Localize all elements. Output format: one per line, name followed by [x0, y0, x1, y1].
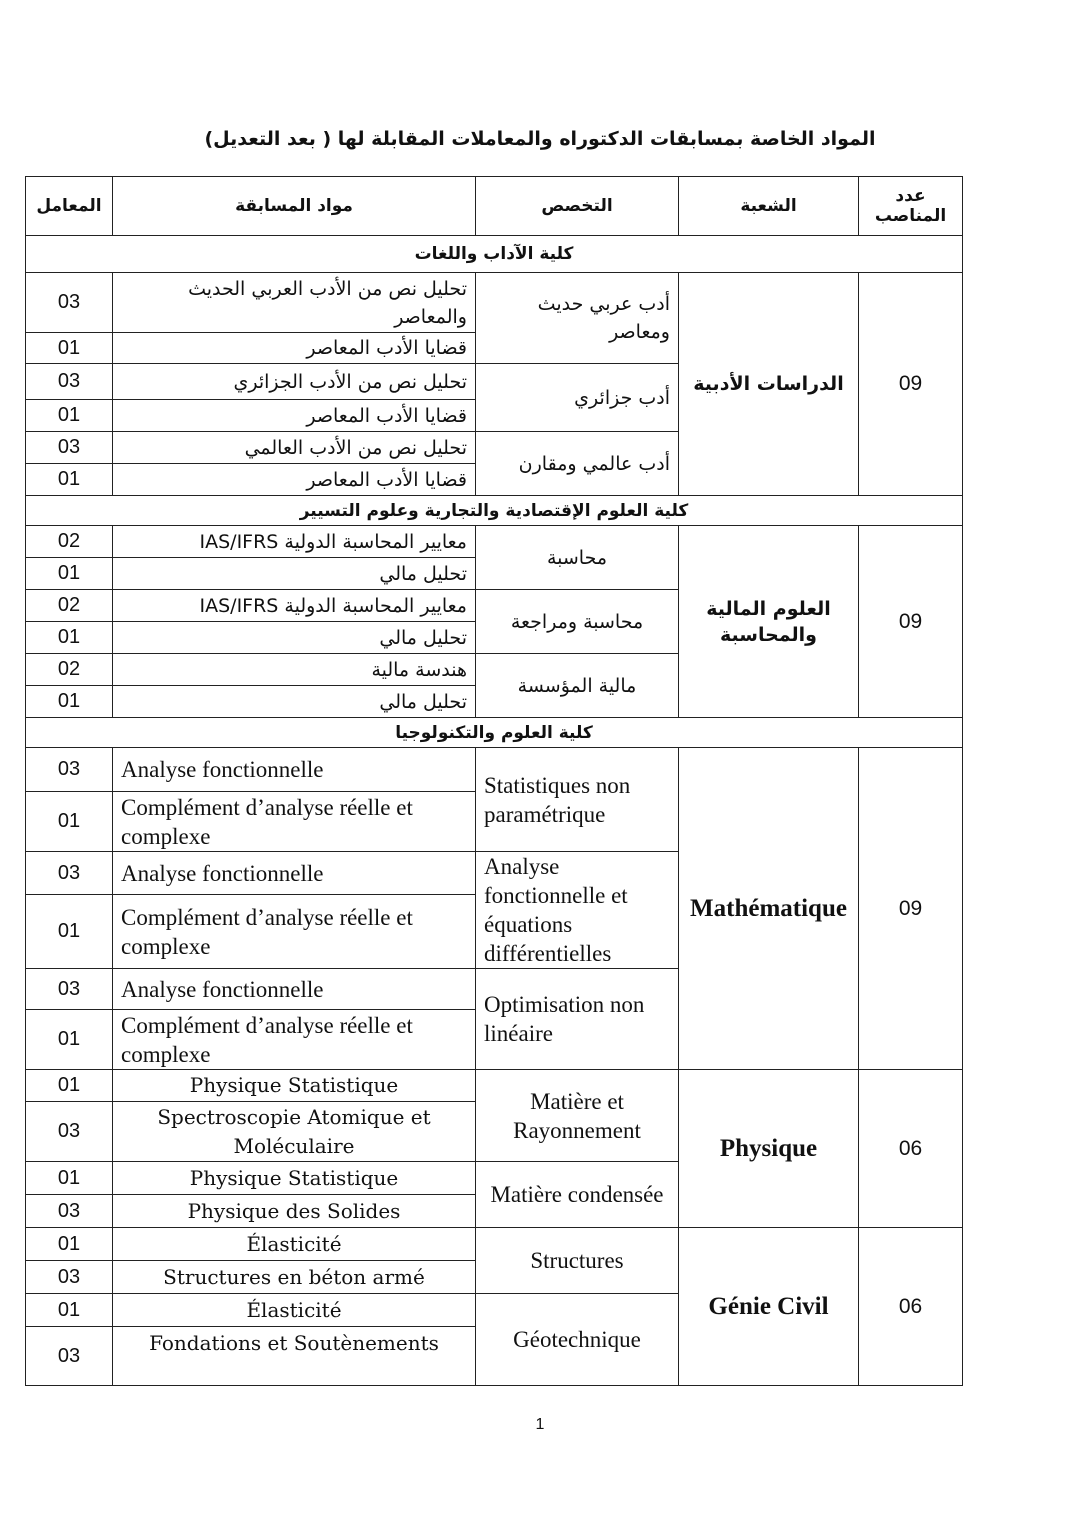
- coef-cell: 02: [26, 654, 113, 686]
- header-specialty: التخصص: [476, 177, 679, 236]
- competition-subjects-table: [25, 176, 963, 1386]
- faculty-letters: كلية الآداب واللغات: [26, 236, 963, 273]
- page-title: المواد الخاصة بمسابقات الدكتوراه والمعاملات المقابلة لها ( بعد التعديل): [204, 128, 876, 150]
- coef-cell: 01: [26, 400, 113, 432]
- coef-cell: 03: [26, 1195, 113, 1228]
- table-row: [26, 273, 963, 333]
- table-row: [26, 1228, 963, 1261]
- specialty-cell: Structures: [476, 1228, 679, 1294]
- subject-cell: Élasticité: [113, 1228, 476, 1261]
- table-header-row: [26, 177, 963, 236]
- coef-cell: 01: [26, 1070, 113, 1102]
- coef-cell: 01: [26, 895, 113, 969]
- subject-cell: Spectroscopie Atomique et Moléculaire: [113, 1102, 476, 1162]
- coef-cell: 03: [26, 432, 113, 464]
- coef-cell: 02: [26, 526, 113, 558]
- specialty-cell: Matière condensée: [476, 1162, 679, 1228]
- header-positions: عدد المناصب: [859, 177, 963, 236]
- coef-cell: 01: [26, 622, 113, 654]
- coef-cell: 03: [26, 969, 113, 1010]
- specialty-cell: Géotechnique: [476, 1294, 679, 1386]
- subject-cell: Analyse fonctionnelle: [113, 748, 476, 792]
- positions-cell: 09: [859, 748, 963, 1070]
- coef-cell: 01: [26, 464, 113, 496]
- subject-cell: Analyse fonctionnelle: [113, 969, 476, 1010]
- subject-cell: تحليل مالي: [113, 558, 476, 590]
- subject-cell: تحليل مالي: [113, 686, 476, 718]
- specialty-cell: Matière et Rayonnement: [476, 1070, 679, 1162]
- coef-cell: 01: [26, 1294, 113, 1327]
- subject-cell: تحليل نص من الأدب الجزائري: [113, 364, 476, 400]
- subject-cell: Structures en béton armé: [113, 1261, 476, 1294]
- subject-cell: Complément d’analyse réelle et complexe: [113, 895, 476, 969]
- subject-cell: Complément d’analyse réelle et complexe: [113, 792, 476, 852]
- coef-cell: 01: [26, 1228, 113, 1261]
- faculty-row: [26, 496, 963, 526]
- specialty-cell: Analyse fonctionnelle et équations différentielles: [476, 852, 679, 969]
- positions-cell: 09: [859, 273, 963, 496]
- specialty-cell: Optimisation non linéaire: [476, 969, 679, 1070]
- branch-cell: العلوم المالية والمحاسبة: [679, 526, 859, 718]
- subject-cell: معايير المحاسبة الدولية IAS/IFRS: [113, 526, 476, 558]
- subject-cell: Élasticité: [113, 1294, 476, 1327]
- table-row: [26, 748, 963, 792]
- positions-cell: 09: [859, 526, 963, 718]
- branch-cell: الدراسات الأدبية: [679, 273, 859, 496]
- coef-cell: 03: [26, 1327, 113, 1386]
- specialty-cell: أدب عالمي ومقارن: [476, 432, 679, 496]
- positions-cell: 06: [859, 1228, 963, 1386]
- faculty-row: [26, 718, 963, 748]
- subject-cell: تحليل نص من الأدب العربي الحديث والمعاصر: [113, 273, 476, 333]
- specialty-cell: Statistiques non paramétrique: [476, 748, 679, 852]
- coef-cell: 01: [26, 792, 113, 852]
- coef-cell: 01: [26, 1010, 113, 1070]
- branch-cell: Mathématique: [679, 748, 859, 1070]
- faculty-row: [26, 236, 963, 273]
- coef-cell: 03: [26, 273, 113, 333]
- coef-cell: 01: [26, 558, 113, 590]
- subject-cell: تحليل نص من الأدب العالمي: [113, 432, 476, 464]
- header-subjects: مواد المسابقة: [113, 177, 476, 236]
- subject-cell: Physique des Solides: [113, 1195, 476, 1228]
- subject-cell: Physique Statistique: [113, 1162, 476, 1195]
- faculty-economics: كلية العلوم الإقتصادية والتجارية وعلوم التسيير: [26, 496, 963, 526]
- table-row: [26, 1070, 963, 1102]
- subject-cell: قضايا الأدب المعاصر: [113, 333, 476, 364]
- table-row: [26, 526, 963, 558]
- subject-cell: معايير المحاسبة الدولية IAS/IFRS: [113, 590, 476, 622]
- subject-cell: تحليل مالي: [113, 622, 476, 654]
- coef-cell: 01: [26, 686, 113, 718]
- specialty-cell: محاسبة: [476, 526, 679, 590]
- coef-cell: 03: [26, 1102, 113, 1162]
- subject-cell: قضايا الأدب المعاصر: [113, 464, 476, 496]
- coef-cell: 03: [26, 748, 113, 792]
- coef-cell: 01: [26, 333, 113, 364]
- coef-cell: 03: [26, 852, 113, 895]
- specialty-cell: أدب عربي حديث ومعاصر: [476, 273, 679, 364]
- coef-cell: 01: [26, 1162, 113, 1195]
- page-number: 1: [535, 1416, 545, 1433]
- coef-cell: 03: [26, 364, 113, 400]
- positions-cell: 06: [859, 1070, 963, 1228]
- coef-cell: 03: [26, 1261, 113, 1294]
- specialty-cell: مالية المؤسسة: [476, 654, 679, 718]
- branch-cell: Physique: [679, 1070, 859, 1228]
- subject-cell: Fondations et Soutènements: [113, 1327, 476, 1386]
- branch-cell: Génie Civil: [679, 1228, 859, 1386]
- header-coef: المعامل: [26, 177, 113, 236]
- subject-cell: Physique Statistique: [113, 1070, 476, 1102]
- specialty-cell: محاسبة ومراجعة: [476, 590, 679, 654]
- subject-cell: Complément d’analyse réelle et complexe: [113, 1010, 476, 1070]
- subject-cell: قضايا الأدب المعاصر: [113, 400, 476, 432]
- subject-cell: Analyse fonctionnelle: [113, 852, 476, 895]
- header-branch: الشعبة: [679, 177, 859, 236]
- specialty-cell: أدب جزائري: [476, 364, 679, 432]
- subject-cell: هندسة مالية: [113, 654, 476, 686]
- coef-cell: 02: [26, 590, 113, 622]
- faculty-science-tech: كلية العلوم والتكنولوجيا: [26, 718, 963, 748]
